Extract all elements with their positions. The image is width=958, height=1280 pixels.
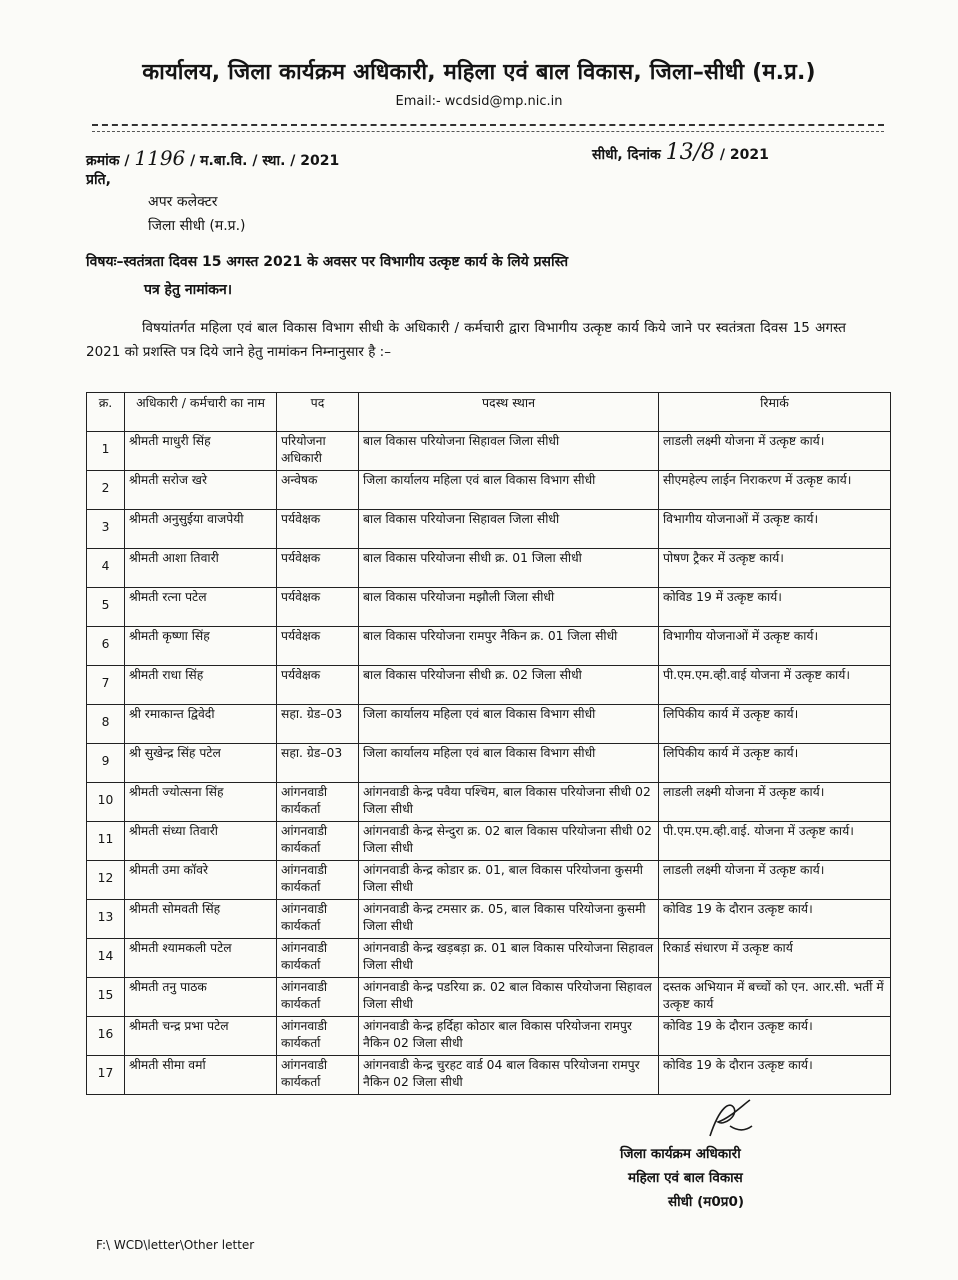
cell-name: श्रीमती सीमा वर्मा [125,1056,277,1095]
cell-remark: लाडली लक्ष्मी योजना में उत्कृष्ट कार्य। [659,432,891,471]
cell-serial [87,510,125,549]
table-header-row [87,393,891,432]
divider-line [92,124,884,126]
cell-post: आंगनवाडी कार्यकर्ता [277,939,359,978]
addressee-line-2: जिला सीधी (म.प्र.) [148,218,246,234]
serial-number: 5 [101,598,110,612]
cell-place: बाल विकास परियोजना मझौली जिला सीधी [359,588,659,627]
cell-name: श्रीमती श्यामकली पटेल [125,939,277,978]
cell-post: पर्यवेक्षक [277,549,359,588]
serial-number: 13 [97,910,114,924]
cell-serial [87,549,125,588]
header-remark: रिमार्क [659,393,891,432]
divider-line-secondary [92,131,884,132]
cell-name: श्रीमती उमा कॉवरे [125,861,277,900]
serial-number: 9 [101,754,110,768]
serial-number: 15 [97,988,114,1002]
serial-number: 17 [97,1066,114,1080]
cell-place: बाल विकास परियोजना सिहावल जिला सीधी [359,432,659,471]
cell-place: बाल विकास परियोजना सीधी क्र. 02 जिला सीधी [359,666,659,705]
serial-number: 11 [97,832,114,846]
cell-name: श्री सुखेन्द्र सिंह पटेल [125,744,277,783]
signatory-line-1: जिला कार्यक्रम अधिकारी [620,1146,741,1162]
cell-post: आंगनवाडी कार्यकर्ता [277,1017,359,1056]
cell-post: आंगनवाडी कार्यकर्ता [277,978,359,1017]
cell-name: श्रीमती कृष्णा सिंह [125,627,277,666]
cell-remark: विभागीय योजनाओं में उत्कृष्ट कार्य। [659,627,891,666]
cell-remark: लाडली लक्ष्मी योजना में उत्कृष्ट कार्य। [659,861,891,900]
cell-serial [87,900,125,939]
header-name: अधिकारी / कर्मचारी का नाम [125,393,277,432]
table-row [87,627,891,666]
cell-remark: सीएमहेल्प लाईन निराकरण में उत्कृष्ट कार्य। [659,471,891,510]
cell-name: श्रीमती अनुसुईया वाजपेयी [125,510,277,549]
table-row [87,861,891,900]
cell-serial [87,588,125,627]
cell-post: आंगनवाडी कार्यकर्ता [277,1056,359,1095]
addressee-line-1: अपर कलेक्टर [148,194,218,210]
cell-place: बाल विकास परियोजना सिहावल जिला सीधी [359,510,659,549]
serial-number: 4 [101,559,110,573]
cell-serial [87,978,125,1017]
reference-handwritten-number: 1196 [134,146,186,170]
serial-number: 3 [101,520,110,534]
subject-line-2: पत्र हेतु नामांकन। [144,282,233,298]
serial-number: 14 [97,949,114,963]
cell-serial [87,471,125,510]
table-row [87,666,891,705]
cell-post: पर्यवेक्षक [277,627,359,666]
cell-serial [87,627,125,666]
cell-remark: कोविड 19 में उत्कृष्ट कार्य। [659,588,891,627]
cell-remark: लिपिकीय कार्य में उत्कृष्ट कार्य। [659,744,891,783]
cell-place: आंगनवाडी केन्द्र खड़बड़ा क्र. 01 बाल विकास परियोजना सिहावल जिला सीधी [359,939,659,978]
cell-place: जिला कार्यालय महिला एवं बाल विकास विभाग सीधी [359,471,659,510]
cell-place: जिला कार्यालय महिला एवं बाल विकास विभाग सीधी [359,744,659,783]
cell-remark: पोषण ट्रैकर में उत्कृष्ट कार्य। [659,549,891,588]
cell-name: श्रीमती आशा तिवारी [125,549,277,588]
cell-remark: पी.एम.एम.व्ही.वाई. योजना में उत्कृष्ट कार्य। [659,822,891,861]
cell-name: श्री रमाकान्त द्विवेदी [125,705,277,744]
subject-block [86,248,846,304]
file-path-footer: F:\ WCD\letter\Other letter [96,1238,255,1252]
handwritten-signature [700,1096,760,1142]
cell-remark: कोविड 19 के दौरान उत्कृष्ट कार्य। [659,1056,891,1095]
cell-serial [87,744,125,783]
cell-post: पर्यवेक्षक [277,588,359,627]
table-row [87,900,891,939]
nomination-table [86,392,891,1095]
cell-serial [87,705,125,744]
cell-place: आंगनवाडी केन्द्र सेन्दुरा क्र. 02 बाल विकास परियोजना सीधी 02 जिला सीधी [359,822,659,861]
cell-name: श्रीमती राधा सिंह [125,666,277,705]
signatory-line-3: सीधी (म0प्र0) [668,1194,745,1210]
cell-name: श्रीमती संध्या तिवारी [125,822,277,861]
cell-place: आंगनवाडी केन्द्र हर्दिहा कोठार बाल विकास परियोजना रामपुर नैकिन 02 जिला सीधी [359,1017,659,1056]
cell-remark: कोविड 19 के दौरान उत्कृष्ट कार्य। [659,1017,891,1056]
date-prefix: सीधी, दिनांक [592,147,661,163]
office-email: Email:- wcdsid@mp.nic.in [395,94,563,109]
table-row [87,510,891,549]
serial-number: 16 [97,1027,114,1041]
cell-name: श्रीमती ज्योत्सना सिंह [125,783,277,822]
table-row [87,744,891,783]
cell-post: पर्यवेक्षक [277,666,359,705]
header-serial: क्र. [87,393,125,432]
addressee-prefix: प्रति, [86,172,111,188]
cell-name: श्रीमती सोमवती सिंह [125,900,277,939]
cell-post: आंगनवाडी कार्यकर्ता [277,861,359,900]
signatory-block [620,1142,744,1214]
cell-name: श्रीमती माधुरी सिंह [125,432,277,471]
table-row [87,471,891,510]
serial-number: 10 [97,793,114,807]
signatory-line-2: महिला एवं बाल विकास [628,1170,743,1186]
cell-name: श्रीमती तनु पाठक [125,978,277,1017]
body-text: विषयांतर्गत महिला एवं बाल विकास विभाग सीधी के अधिकारी / कर्मचारी द्वारा विभागीय उत्कृष्ट कार्य किये जाने पर स्वतंत्रता दिवस 15 अगस्त 2021 को प्रशस्ति पत्र दिये जाने हेतु नामांकन निम्नानुसार है :– [86,320,846,360]
header-place: पदस्थ स्थान [359,393,659,432]
cell-serial [87,939,125,978]
table-row [87,939,891,978]
cell-place: बाल विकास परियोजना रामपुर नैकिन क्र. 01 जिला सीधी [359,627,659,666]
cell-serial [87,666,125,705]
cell-remark: लाडली लक्ष्मी योजना में उत्कृष्ट कार्य। [659,783,891,822]
table-row [87,783,891,822]
table-row [87,1017,891,1056]
cell-post: पर्यवेक्षक [277,510,359,549]
table-row [87,588,891,627]
cell-remark: लिपिकीय कार्य में उत्कृष्ट कार्य। [659,705,891,744]
cell-remark: रिकार्ड संधारण में उत्कृष्ट कार्य [659,939,891,978]
cell-remark: दस्तक अभियान में बच्चों को एन. आर.सी. भर्ती में उत्कृष्ट कार्य [659,978,891,1017]
date-suffix: / 2021 [719,147,769,163]
cell-remark: पी.एम.एम.व्ही.वाई योजना में उत्कृष्ट कार्य। [659,666,891,705]
header-post: पद [277,393,359,432]
cell-post: परियोजना अधिकारी [277,432,359,471]
reference-date [592,140,769,165]
cell-serial [87,861,125,900]
cell-place: आंगनवाडी केन्द्र पडरिया क्र. 02 बाल विकास परियोजना सिहावल जिला सीधी [359,978,659,1017]
cell-place: आंगनवाडी केन्द्र चुरहट वार्ड 04 बाल विकास परियोजना रामपुर नैकिन 02 जिला सीधी [359,1056,659,1095]
cell-place: बाल विकास परियोजना सीधी क्र. 01 जिला सीधी [359,549,659,588]
cell-post: आंगनवाडी कार्यकर्ता [277,900,359,939]
reference-number [86,146,339,170]
serial-number: 7 [101,676,110,690]
serial-number: 2 [101,481,110,495]
table-row [87,978,891,1017]
cell-post: आंगनवाडी कार्यकर्ता [277,783,359,822]
cell-place: आंगनवाडी केन्द्र पवैया पश्चिम, बाल विकास परियोजना सीधी 02 जिला सीधी [359,783,659,822]
cell-remark: कोविड 19 के दौरान उत्कृष्ट कार्य। [659,900,891,939]
cell-name: श्रीमती सरोज खरे [125,471,277,510]
cell-post: आंगनवाडी कार्यकर्ता [277,822,359,861]
serial-number: 1 [101,442,110,456]
cell-place: आंगनवाडी केन्द्र कोडार क्र. 01, बाल विकास परियोजना कुसमी जिला सीधी [359,861,659,900]
cell-name: श्रीमती चन्द्र प्रभा पटेल [125,1017,277,1056]
cell-name: श्रीमती रत्ना पटेल [125,588,277,627]
cell-place: आंगनवाडी केन्द्र टमसार क्र. 05, बाल विकास परियोजना कुसमी जिला सीधी [359,900,659,939]
reference-label: क्रमांक / [86,153,130,169]
serial-number: 8 [101,715,110,729]
table-row [87,822,891,861]
cell-post: सहा. ग्रेड–03 [277,744,359,783]
table-row [87,432,891,471]
cell-serial [87,432,125,471]
cell-serial [87,1056,125,1095]
subject-line-1: विषयः–स्वतंत्रता दिवस 15 अगस्त 2021 के अवसर पर विभागीय उत्कृष्ट कार्य के लिये प्रसस्ति [86,254,569,270]
table-row [87,1056,891,1095]
cell-post: अन्वेषक [277,471,359,510]
cell-serial [87,822,125,861]
serial-number: 12 [97,871,114,885]
cell-serial [87,783,125,822]
date-handwritten: 13/8 [665,140,716,165]
cell-post: सहा. ग्रेड–03 [277,705,359,744]
table-body [87,432,891,1095]
body-paragraph [86,316,846,364]
cell-place: जिला कार्यालय महिला एवं बाल विकास विभाग सीधी [359,705,659,744]
cell-remark: विभागीय योजनाओं में उत्कृष्ट कार्य। [659,510,891,549]
office-title: कार्यालय, जिला कार्यक्रम अधिकारी, महिला एवं बाल विकास, जिला–सीधी (म.प्र.) [142,60,816,85]
table-row [87,705,891,744]
table-row [87,549,891,588]
cell-serial [87,1017,125,1056]
serial-number: 6 [101,637,110,651]
reference-suffix: / म.बा.वि. / स्था. / 2021 [190,153,340,169]
